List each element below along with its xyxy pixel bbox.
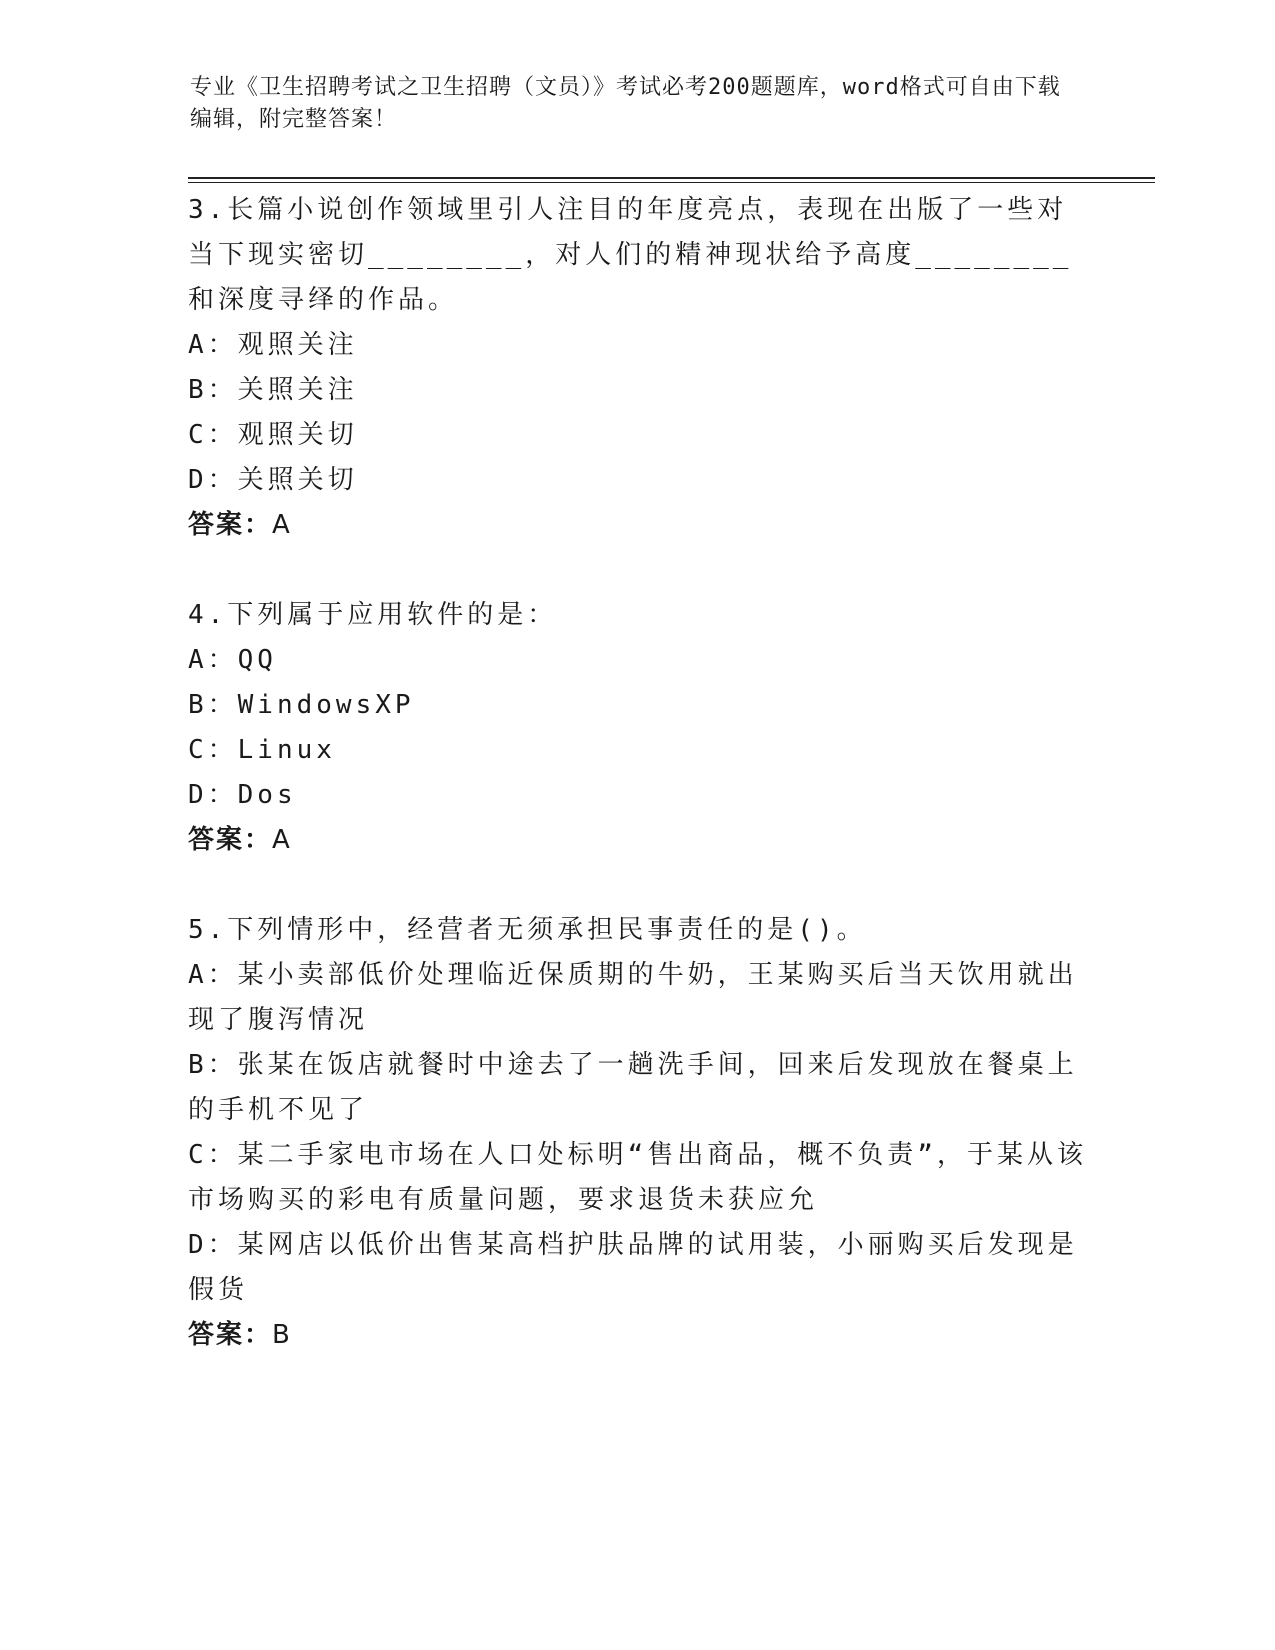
- option-a: A：某小卖部低价处理临近保质期的牛奶，王某购买后当天饮用就出现了腹泻情况: [188, 960, 1078, 1035]
- answer-line: [188, 503, 1088, 548]
- answer-label: 答案：: [188, 510, 273, 540]
- answer-line: [188, 818, 1088, 863]
- header-divider-thin: [188, 182, 1155, 183]
- answer-line: [188, 1313, 1088, 1358]
- answer-value: A: [272, 510, 290, 540]
- answer-label: 答案：: [188, 825, 273, 855]
- answer-value: B: [272, 1320, 290, 1350]
- option-a: A：观照关注: [188, 330, 358, 360]
- option-b: B：关照关注: [188, 375, 358, 405]
- answer-value: A: [272, 825, 290, 855]
- question-block: [188, 908, 1088, 1358]
- document-header: 专业《卫生招聘考试之卫生招聘（文员）》考试必考200题题库，word格式可自由下载编辑，附完整答案！: [190, 75, 1061, 132]
- option-d: D：某网店以低价出售某高档护肤品牌的试用装，小丽购买后发现是假货: [188, 1230, 1078, 1305]
- option-c: C：某二手家电市场在人口处标明“售出商品，概不负责”，于某从该市场购买的彩电有质量问题，要求退货未获应允: [188, 1140, 1087, 1215]
- question-spacer: [188, 548, 1088, 593]
- header-divider-thick: [188, 177, 1155, 179]
- question-list: [188, 188, 1088, 1358]
- question-spacer: [188, 863, 1088, 908]
- option-c: C：Linux: [188, 735, 336, 765]
- question-text: 4.下列属于应用软件的是：: [188, 600, 558, 630]
- question-text: 3.长篇小说创作领域里引人注目的年度亮点，表现在出版了一些对当下现实密切________，对人们的精神现状给予高度________和深度寻绎的作品。: [188, 195, 1073, 315]
- question-block: [188, 593, 1088, 863]
- option-b: B：张某在饭店就餐时中途去了一趟洗手间，回来后发现放在餐桌上的手机不见了: [188, 1050, 1078, 1125]
- option-c: C：观照关切: [188, 420, 358, 450]
- option-a: A：QQ: [188, 645, 277, 675]
- option-d: D：关照关切: [188, 465, 358, 495]
- option-b: B：WindowsXP: [188, 690, 415, 720]
- answer-label: 答案：: [188, 1320, 273, 1350]
- option-d: D：Dos: [188, 780, 297, 810]
- question-text: 5.下列情形中，经营者无须承担民事责任的是()。: [188, 915, 867, 945]
- question-block: [188, 188, 1088, 548]
